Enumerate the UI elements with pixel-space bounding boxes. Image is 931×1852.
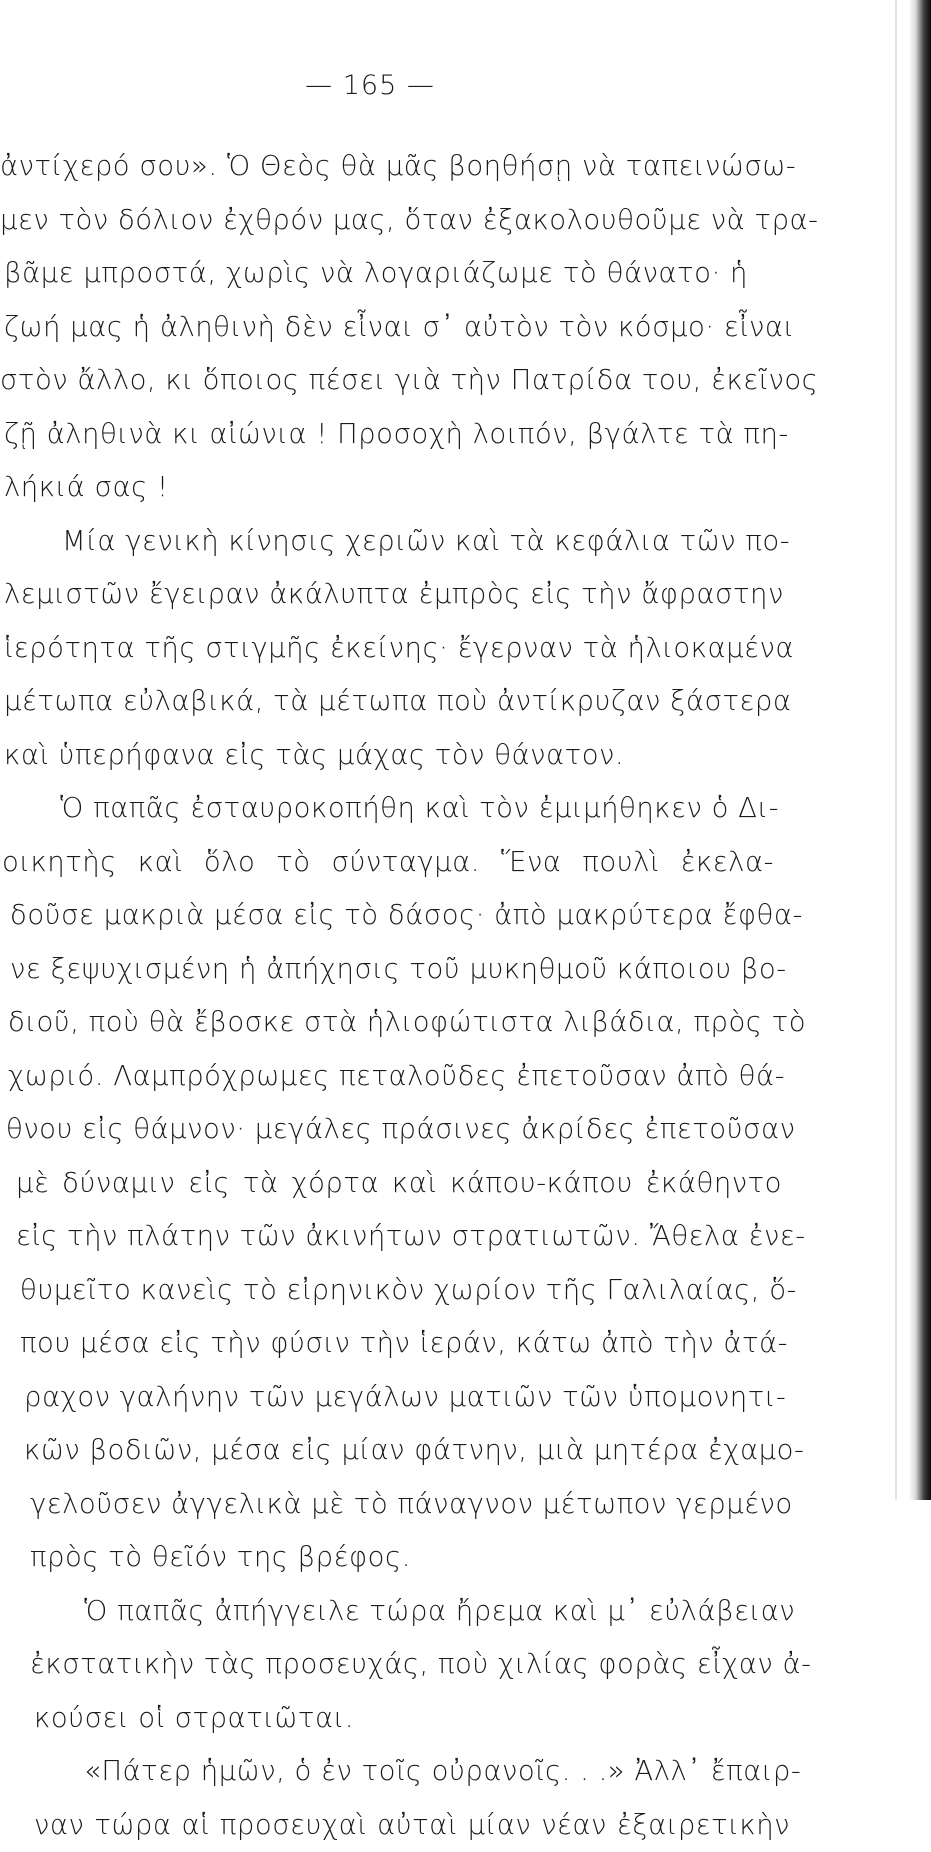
text-line: ἱερότητα τῆς στιγμῆς ἐκείνης· ἔγερναν τὰ ἡλιοκαμένα	[0, 622, 790, 676]
text-line: λεμιστῶν ἔγειραν ἀκάλυπτα ἐμπρὸς εἰς τὴν ἄφραστην	[0, 568, 790, 622]
text-line: Ὁ παπᾶς ἀπήγγειλε τώρα ἤρεμα καὶ μ᾽ εὐλάβειαν	[0, 1585, 790, 1639]
text-line: μέτωπα εὐλαβικά, τὰ μέτωπα ποὺ ἀντίκρυζαν ξάστερα	[0, 675, 790, 729]
text-line: «Πάτερ ἡμῶν, ὁ ἐν τοῖς οὐρανοῖς. . .» Ἀλλ᾽ ἔπαιρ-	[0, 1745, 790, 1799]
text-line: βᾶμε μπροστά, χωρὶς νὰ λογαριάζωμε τὸ θάνατο· ἡ	[0, 247, 790, 301]
text-line: διοῦ, ποὺ θὰ ἔβοσκε στὰ ἡλιοφώτιστα λιβάδια, πρὸς τὸ	[0, 996, 790, 1050]
text-line: ζωή μας ἡ ἀληθινὴ δὲν εἶναι σ᾽ αὐτὸν τὸν κόσμο· εἶναι	[0, 301, 790, 355]
text-line: πρὸς τὸ θεῖόν της βρέφος.	[0, 1531, 790, 1585]
text-line: στὸν ἄλλο, κι ὅποιος πέσει γιὰ τὴν Πατρίδα του, ἐκεῖνος	[0, 354, 790, 408]
body-text	[0, 140, 790, 1852]
text-line: ἀντίχερό σου». Ὁ Θεὸς θὰ μᾶς βοηθήσῃ νὰ ταπεινώσω-	[0, 140, 790, 194]
text-line: ζῇ ἀληθινὰ κι αἰώνια ! Προσοχὴ λοιπόν, βγάλτε τὰ πη-	[0, 408, 790, 462]
book-binding-edge	[909, 0, 931, 1500]
text-line: ἐκστατικὴν τὰς προσευχάς, ποὺ χιλίας φορὰς εἶχαν ἀ-	[0, 1638, 790, 1692]
text-line: νε ξεψυχισμένη ἡ ἀπήχησις τοῦ μυκηθμοῦ κάποιου βο-	[0, 943, 790, 997]
text-line: ναν τώρα αἱ προσευχαὶ αὐταὶ μίαν νέαν ἐξαιρετικὴν	[0, 1799, 790, 1852]
text-line: θυμεῖτο κανεὶς τὸ εἰρηνικὸν χωρίον τῆς Γαλιλαίας, ὅ-	[0, 1264, 790, 1318]
text-line: Ὁ παπᾶς ἐσταυροκοπήθη καὶ τὸν ἐμιμήθηκεν ὁ Δι-	[0, 782, 790, 836]
text-line: θνου εἰς θάμνον· μεγάλες πράσινες ἀκρίδες ἐπετοῦσαν	[0, 1103, 790, 1157]
binding-shadow-line	[895, 0, 897, 1500]
text-line: Μία γενικὴ κίνησις χεριῶν καὶ τὰ κεφάλια τῶν πο-	[0, 515, 790, 569]
text-line: χωριό. Λαμπρόχρωμες πεταλοῦδες ἐπετοῦσαν ἀπὸ θά-	[0, 1050, 790, 1104]
text-line: που μέσα εἰς τὴν φύσιν τὴν ἱεράν, κάτω ἀπὸ τὴν ἀτά-	[0, 1317, 790, 1371]
text-line: οικητὴς καὶ ὅλο τὸ σύνταγμα. Ἕνα πουλὶ ἐκελα-	[0, 836, 790, 890]
text-line: λήκιά σας !	[0, 461, 790, 515]
text-line: εἰς τὴν πλάτην τῶν ἀκινήτων στρατιωτῶν. Ἄθελα ἐνε-	[0, 1210, 790, 1264]
text-line: δοῦσε μακριὰ μέσα εἰς τὸ δάσος· ἀπὸ μακρύτερα ἔφθα-	[0, 889, 790, 943]
text-line: μὲ δύναμιν εἰς τὰ χόρτα καὶ κάπου-κάπου ἐκάθηντο	[0, 1157, 790, 1211]
text-line: γελοῦσεν ἀγγελικὰ μὲ τὸ πάναγνον μέτωπον γερμένο	[0, 1478, 790, 1532]
text-line: κῶν βοδιῶν, μέσα εἰς μίαν φάτνην, μιὰ μητέρα ἐχαμο-	[0, 1424, 790, 1478]
text-line: κούσει οἱ στρατιῶται.	[0, 1692, 790, 1746]
page-number: — 165 —	[0, 70, 740, 101]
text-line: μεν τὸν δόλιον ἐχθρόν μας, ὅταν ἐξακολουθοῦμε νὰ τρα-	[0, 194, 790, 248]
text-line: ραχον γαλήνην τῶν μεγάλων ματιῶν τῶν ὑπομονητι-	[0, 1371, 790, 1425]
text-line: καὶ ὑπερήφανα εἰς τὰς μάχας τὸν θάνατον.	[0, 729, 790, 783]
